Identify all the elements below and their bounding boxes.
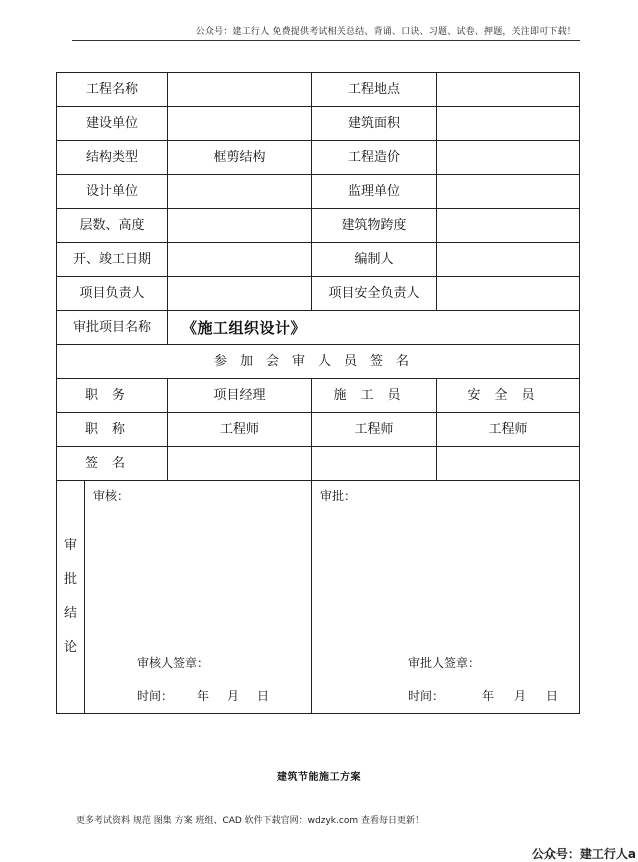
floors-height-label: 层数、高度 bbox=[57, 209, 168, 243]
structure-type-value: 框剪结构 bbox=[168, 141, 312, 175]
review-month: 月 bbox=[227, 689, 240, 703]
building-area-value bbox=[437, 107, 580, 141]
position-constructor: 施工员 bbox=[312, 379, 437, 413]
approval-item-value: 《施工组织设计》 bbox=[168, 311, 580, 345]
review-time-label: 时间： bbox=[137, 689, 174, 703]
review-signer-label: 审核人签章： bbox=[137, 656, 210, 670]
design-unit-value bbox=[168, 175, 312, 209]
position-project-manager: 项目经理 bbox=[168, 379, 312, 413]
footer-title: 建筑节能施工方案 bbox=[277, 772, 361, 783]
start-finish-date-value bbox=[168, 243, 312, 277]
review-opinion-cell bbox=[85, 481, 312, 714]
position-label: 职务 bbox=[57, 379, 168, 413]
approve-opinion-cell bbox=[312, 481, 580, 714]
conclusion-label bbox=[57, 481, 85, 714]
form-row bbox=[57, 277, 580, 311]
form-row bbox=[57, 175, 580, 209]
form-row bbox=[57, 243, 580, 277]
form-row bbox=[57, 345, 580, 379]
header-note: 公众号：建工行人 免费提供考试相关总结、背诵、口诀、习题、试卷、押题，关注即可下载！ bbox=[195, 27, 576, 37]
signature-cell-3 bbox=[437, 447, 580, 481]
supervision-unit-value bbox=[437, 175, 580, 209]
compiler-label: 编制人 bbox=[312, 243, 437, 277]
project-name-label: 工程名称 bbox=[57, 73, 168, 107]
floors-height-value bbox=[168, 209, 312, 243]
title-value-1: 工程师 bbox=[168, 413, 312, 447]
form-row bbox=[57, 107, 580, 141]
signers-header: 参加会审人员签名 bbox=[57, 345, 580, 379]
approve-title: 审批： bbox=[320, 489, 357, 503]
title-value-2: 工程师 bbox=[312, 413, 437, 447]
start-finish-date-label: 开、竣工日期 bbox=[57, 243, 168, 277]
construction-unit-value bbox=[168, 107, 312, 141]
review-year: 年 bbox=[197, 689, 210, 703]
signature-cell-1 bbox=[168, 447, 312, 481]
conclusion-char: 论 bbox=[63, 640, 77, 655]
review-title: 审核： bbox=[93, 489, 130, 503]
signature-label: 签名 bbox=[57, 447, 168, 481]
project-safety-leader-value bbox=[437, 277, 580, 311]
project-cost-label: 工程造价 bbox=[312, 141, 437, 175]
approval-form-table bbox=[56, 72, 580, 714]
conclusion-char: 批 bbox=[63, 572, 77, 587]
project-name-value bbox=[168, 73, 312, 107]
footer-note: 更多考试资料 规范 图集 方案 班组、CAD 软件下载官网：wdzyk.com 查看每日更新！ bbox=[76, 816, 424, 826]
form-row bbox=[57, 379, 580, 413]
form-row bbox=[57, 413, 580, 447]
header-divider bbox=[72, 40, 580, 41]
structure-type-label: 结构类型 bbox=[57, 141, 168, 175]
design-unit-label: 设计单位 bbox=[57, 175, 168, 209]
building-area-label: 建筑面积 bbox=[312, 107, 437, 141]
approve-day: 日 bbox=[546, 689, 559, 703]
form-row bbox=[57, 447, 580, 481]
supervision-unit-label: 监理单位 bbox=[312, 175, 437, 209]
approve-year: 年 bbox=[482, 689, 495, 703]
conclusion-char: 审 bbox=[63, 538, 77, 553]
form-row bbox=[57, 311, 580, 345]
review-day: 日 bbox=[257, 689, 270, 703]
project-safety-leader-label: 项目安全负责人 bbox=[312, 277, 437, 311]
conclusion-row bbox=[57, 481, 580, 714]
title-value-3: 工程师 bbox=[437, 413, 580, 447]
title-label: 职称 bbox=[57, 413, 168, 447]
project-leader-label: 项目负责人 bbox=[57, 277, 168, 311]
position-safety-officer: 安全员 bbox=[437, 379, 580, 413]
project-location-value bbox=[437, 73, 580, 107]
form-row bbox=[57, 209, 580, 243]
project-location-label: 工程地点 bbox=[312, 73, 437, 107]
project-cost-value bbox=[437, 141, 580, 175]
approval-item-label: 审批项目名称 bbox=[57, 311, 168, 345]
signature-cell-2 bbox=[312, 447, 437, 481]
building-span-value bbox=[437, 209, 580, 243]
approve-signer-label: 审批人签章： bbox=[408, 656, 481, 670]
construction-unit-label: 建设单位 bbox=[57, 107, 168, 141]
building-span-label: 建筑物跨度 bbox=[312, 209, 437, 243]
project-leader-value bbox=[168, 277, 312, 311]
form-row bbox=[57, 73, 580, 107]
conclusion-char: 结 bbox=[63, 606, 77, 621]
watermark: 公众号：建工行人a bbox=[531, 847, 636, 861]
form-row bbox=[57, 141, 580, 175]
approve-month: 月 bbox=[514, 689, 527, 703]
compiler-value bbox=[437, 243, 580, 277]
approve-time-label: 时间： bbox=[408, 689, 445, 703]
